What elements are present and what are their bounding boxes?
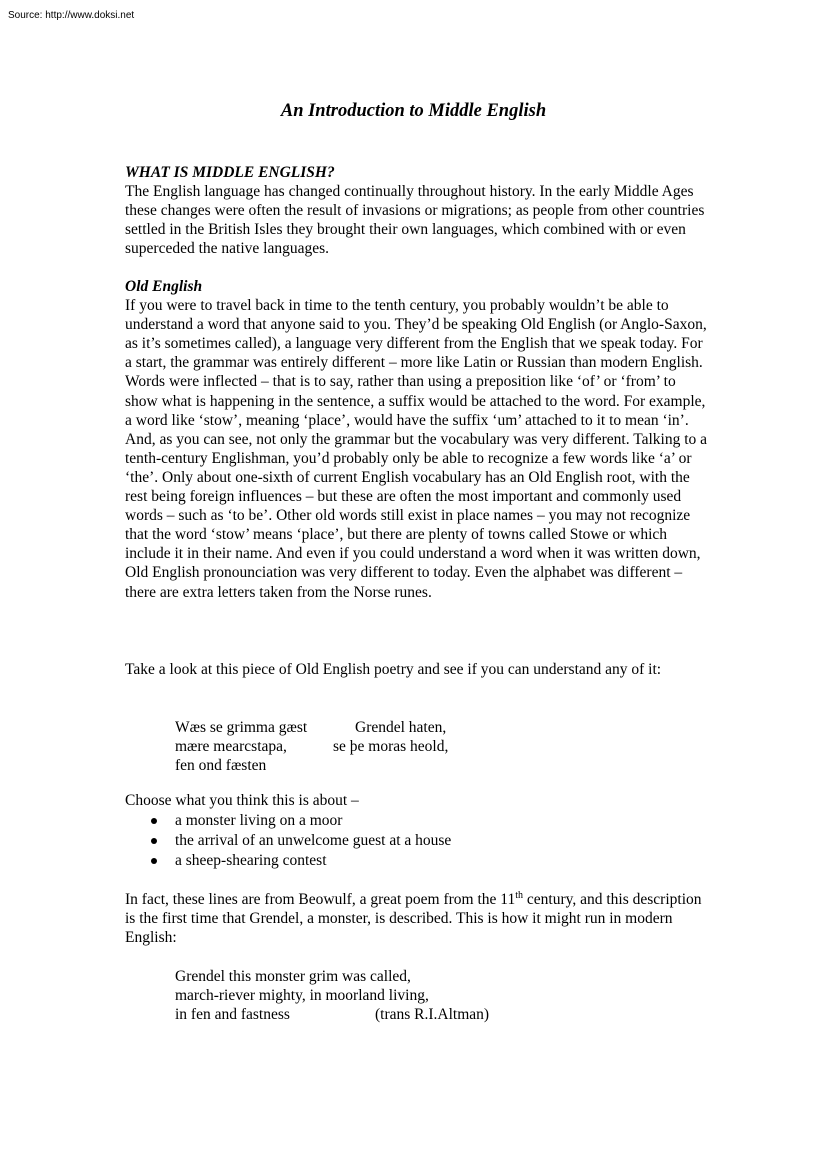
poem-prompt — [125, 660, 710, 679]
translator-credit: (trans R.I.Altman) — [375, 1006, 490, 1024]
list-item — [125, 811, 451, 831]
section-heading: Old English — [125, 278, 203, 295]
question — [125, 791, 710, 810]
list-item — [125, 851, 451, 871]
answer-paragraph — [125, 890, 710, 947]
poem-line-first-half: Wæs se grimma gæst — [175, 719, 308, 736]
poem-line-text: march-riever mighty, in moorland living, — [175, 987, 429, 1005]
paragraph — [125, 890, 710, 947]
poem-line-text: Grendel this monster grim was called, — [175, 968, 411, 985]
option-text: the arrival of an unwelcome guest at a house — [175, 832, 452, 849]
poem-line-first-half: mære mearcstapa, — [175, 738, 287, 756]
poem-line-text: in fen and fastness — [175, 1006, 290, 1024]
bullet-icon — [151, 818, 157, 824]
superscript: th — [515, 889, 524, 901]
poem-line-second-half: Grendel haten, — [355, 719, 447, 736]
poem-line-second-half: se þe moras heold, — [333, 738, 449, 756]
bullet-icon — [151, 858, 157, 864]
source-url: Source: http://www.doksi.net — [8, 10, 135, 21]
bullet-icon — [151, 838, 157, 844]
paragraph: Take a look at this piece of Old English poetry and see if you can understand any of it: — [125, 661, 662, 678]
section-heading: WHAT IS MIDDLE ENGLISH? — [125, 164, 335, 181]
section-old-english — [125, 277, 710, 602]
question-text: Choose what you think this is about – — [125, 792, 359, 809]
answer-options-list — [125, 811, 451, 871]
paragraph: If you were to travel back in time to the tenth century, you probably wouldn’t be able to understand a word that anyone said to you. They’d be speaking Old English (or Anglo-Saxon, as it’s sometimes called), a language very different from the English that we speak today. For a start, the grammar was entirely different – more like Latin or Russian than modern English. Words were inflected – that is to say, rather than using a preposition like ‘of’ or ‘from’ to show what is happening in the sentence, a suffix would be attached to the word. For example, a word like ‘stow’, meaning ‘place’, would have the suffix ‘um’ attached to it to mean ‘in’. And, as you can see, not only the grammar but the vocabulary was very different. Talking to a tenth-century Englishman, you’d probably only be able to recognize a few words like ‘a’ or ‘the’. Only about one-sixth of current English vocabulary has an Old English root, with the rest being foreign influences – but these are often the most important and commonly used words – such as ‘to be’. Other old words still exist in place names – you may not recognize that the word ‘stow’ means ‘place’, but there are plenty of towns called Stowe or which include it in their name. And even if you could understand a word when it was written down, Old English pronounciation was very different to today. Even the alphabet was different – there are extra letters taken from the Norse runes. — [125, 297, 708, 601]
poem-line-first-half: fen ond fæsten — [175, 757, 267, 775]
option-text: a sheep-shearing contest — [175, 852, 327, 869]
list-item — [125, 831, 451, 851]
section-what-is-middle-english — [125, 163, 710, 258]
page-title: An Introduction to Middle English — [280, 101, 547, 121]
option-text: a monster living on a moor — [175, 812, 343, 829]
answer-text: In fact, these lines are from Beowulf, a great poem from the 11 — [125, 891, 516, 908]
answer-text-continued: century, and this description is the first time that Grendel, a monster, is described. This is how it might run in modern English: — [125, 891, 702, 947]
paragraph: The English language has changed continually throughout history. In the early Middle Ages these changes were often the result of invasions or migrations; as people from other countries settled in the British Isles they brought their own languages, which combined with or even superceded the native languages. — [125, 183, 705, 258]
